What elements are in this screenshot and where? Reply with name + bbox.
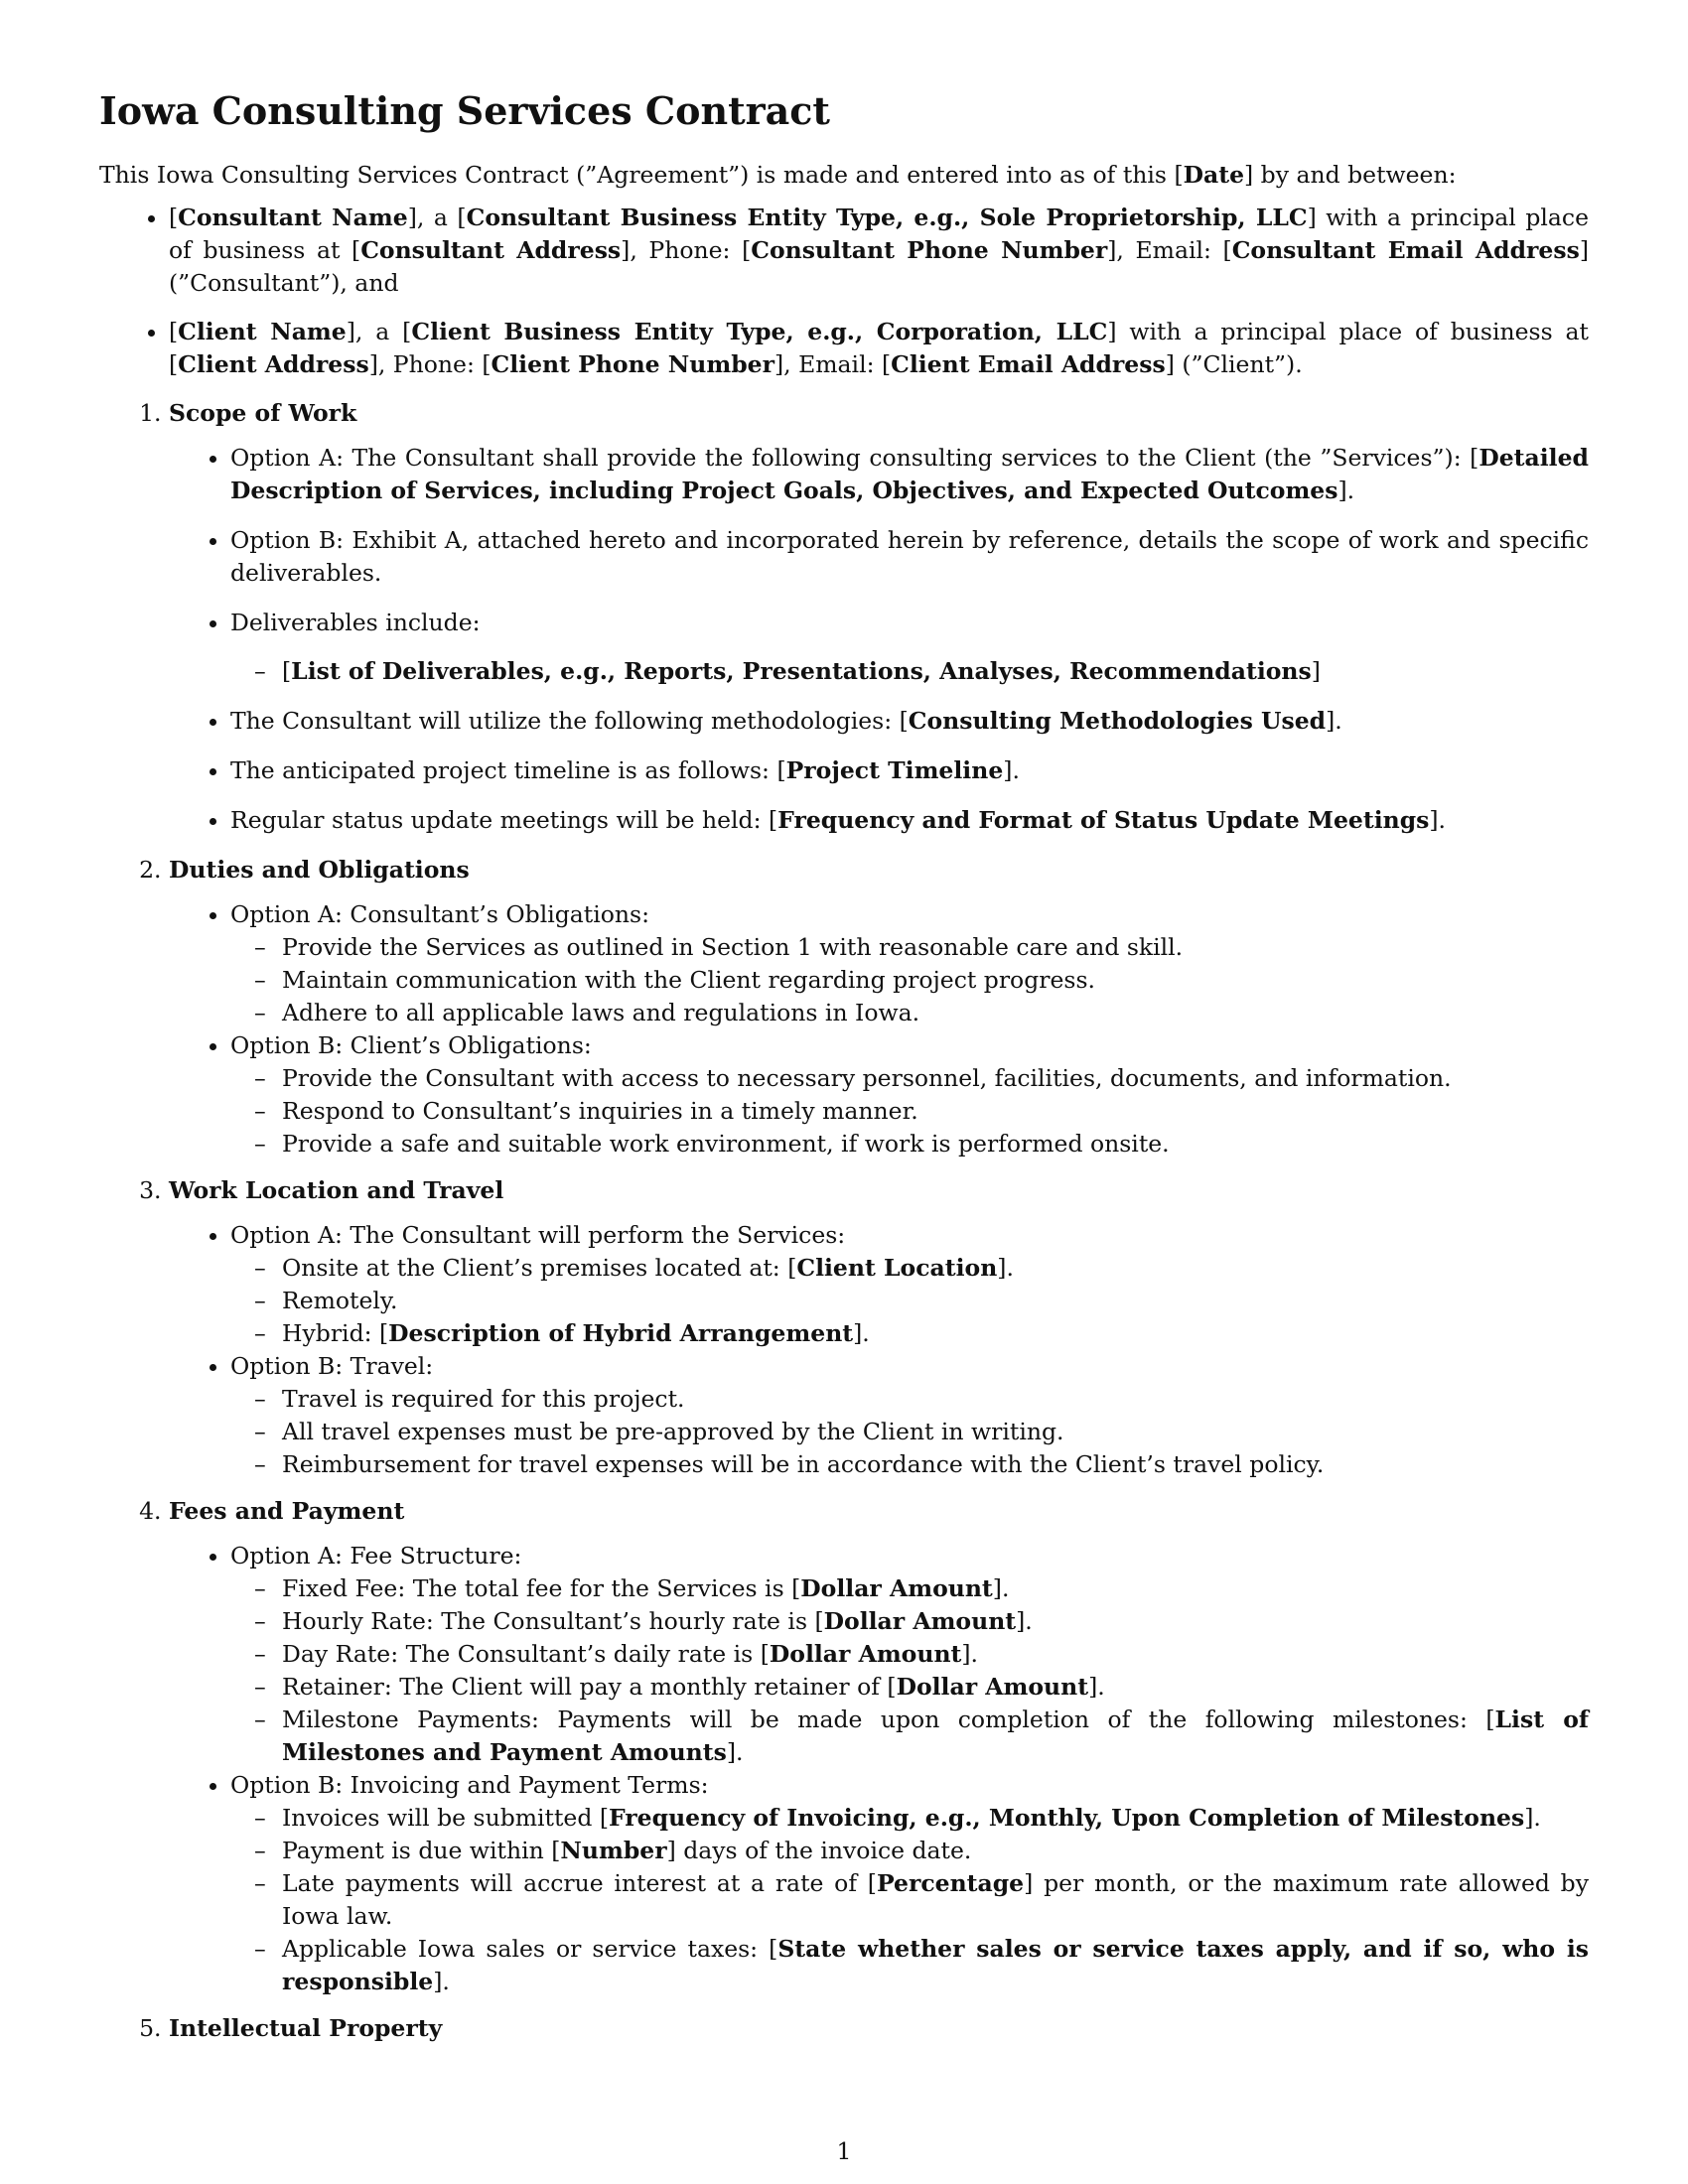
list-item: – Provide the Services as outlined in Section 1 with reasonable care and skill. <box>282 931 1589 964</box>
list-item: – [List of Deliverables, e.g., Reports, Presentations, Analyses, Recommendations] <box>282 655 1589 688</box>
list-item: – Provide the Consultant with access to necessary personnel, facilities, documents, and information. <box>282 1062 1589 1095</box>
list-item: – Retainer: The Client will pay a monthly retainer of [Dollar Amount]. <box>282 1671 1589 1704</box>
list-item: – Invoices will be submitted [Frequency of Invoicing, e.g., Monthly, Upon Completion of Milestones]. <box>282 1802 1589 1835</box>
list-item: – Maintain communication with the Client regarding project progress. <box>282 964 1589 997</box>
list-item: • Option A: Consultant’s Obligations: – Provide the Services as outlined in Section 1 with reasonable care and skill. – Maintain communication with the Client regarding project progress. – Adhere to all applicable laws and regulations in Iowa. <box>230 898 1589 1029</box>
list-item: • Option B: Client’s Obligations: – Provide the Consultant with access to necessary personnel, facilities, documents, and information. – Respond to Consultant’s inquiries in a timely manner. – Provide a safe and suitable work environment, if work is performed onsite. <box>230 1029 1589 1160</box>
section-work-location-travel <box>169 1174 1589 1481</box>
list-item: – Adhere to all applicable laws and regulations in Iowa. <box>282 997 1589 1029</box>
section-heading: Scope of Work <box>169 399 357 427</box>
list-item: • Option A: The Consultant shall provide the following consulting services to the Client (the ”Services”): [Detailed Description of Services, including Project Goals, Objectives, and Expected Outcomes]. <box>230 442 1589 507</box>
list-item: – All travel expenses must be pre-approved by the Client in writing. <box>282 1416 1589 1448</box>
list-item: – Payment is due within [Number] days of the invoice date. <box>282 1835 1589 1867</box>
section-fees-payment <box>169 1495 1589 1998</box>
list-item: • The anticipated project timeline is as follows: [Project Timeline]. <box>230 754 1589 787</box>
list-item: • Deliverables include: – [List of Deliverables, e.g., Reports, Presentations, Analyses, Recommendations] <box>230 607 1589 688</box>
section-scope-of-work <box>169 397 1589 837</box>
list-item: – Remotely. <box>282 1285 1589 1317</box>
section-heading: Fees and Payment <box>169 1497 405 1525</box>
list-item: • Option A: Fee Structure: – Fixed Fee: The total fee for the Services is [Dollar Amount]. – Hourly Rate: The Consultant’s hourly rate is [Dollar Amount]. – Day Rate: The Consultant’s daily rate is [Dollar Amount]. – Retainer: The Client will pay a monthly retainer of [Dollar Amount]. – Milestone Payments: Payments will be made upon completion of the following milestones: [List of Milestones and Payment Amounts]. <box>230 1540 1589 1769</box>
list-item: – Day Rate: The Consultant’s daily rate is [Dollar Amount]. <box>282 1638 1589 1671</box>
list-item: – Provide a safe and suitable work environment, if work is performed onsite. <box>282 1128 1589 1160</box>
date-placeholder: Date <box>1183 161 1245 189</box>
list-item: • Option A: The Consultant will perform the Services: – Onsite at the Client’s premises located at: [Client Location]. – Remotely. – Hybrid: [Description of Hybrid Arrangement]. <box>230 1219 1589 1350</box>
list-item: • Option B: Exhibit A, attached hereto and incorporated herein by reference, details the scope of work and specific deliverables. <box>230 524 1589 590</box>
document-page <box>99 87 1589 2059</box>
list-item: – Reimbursement for travel expenses will be in accordance with the Client’s travel policy. <box>282 1448 1589 1481</box>
list-item: • The Consultant will utilize the following methodologies: [Consulting Methodologies Used]. <box>230 705 1589 738</box>
intro-paragraph: This Iowa Consulting Services Contract (”Agreement”) is made and entered into as of this [Date] by and between: <box>99 161 1457 189</box>
list-item: – Fixed Fee: The total fee for the Services is [Dollar Amount]. <box>282 1572 1589 1605</box>
section-intellectual-property <box>169 2012 1589 2045</box>
party-client: • [Client Name], a [Client Business Entity Type, e.g., Corporation, LLC] with a principal place of business at [Client Address], Phone: [Client Phone Number], Email: [Client Email Address] (”Client”). <box>169 316 1589 381</box>
section-heading: Duties and Obligations <box>169 856 470 884</box>
list-item: – Respond to Consultant’s inquiries in a timely manner. <box>282 1095 1589 1128</box>
section-duties-obligations <box>169 854 1589 1160</box>
list-item: – Onsite at the Client’s premises located at: [Client Location]. <box>282 1252 1589 1285</box>
list-item: • Option B: Travel: – Travel is required for this project. – All travel expenses must be pre-approved by the Client in writing. – Reimbursement for travel expenses will be in accordance with the Client’s travel policy. <box>230 1350 1589 1481</box>
list-item: – Milestone Payments: Payments will be made upon completion of the following milestones: [List of Milestones and Payment Amounts]. <box>282 1704 1589 1769</box>
document-title: Iowa Consulting Services Contract <box>99 88 830 133</box>
list-item: – Hybrid: [Description of Hybrid Arrangement]. <box>282 1317 1589 1350</box>
list-item: – Late payments will accrue interest at a rate of [Percentage] per month, or the maximum rate allowed by Iowa law. <box>282 1867 1589 1933</box>
list-item: • Option B: Invoicing and Payment Terms: – Invoices will be submitted [Frequency of Invoicing, e.g., Monthly, Upon Completion of Milestones]. – Payment is due within [Number] days of the invoice date. – Late payments will accrue interest at a rate of [Percentage] per month, or the maximum rate allowed by Iowa law. – Applicable Iowa sales or service taxes: [State whether sales or service taxes apply, and if so, who is responsible]. <box>230 1769 1589 1998</box>
sections-list <box>99 397 1589 2045</box>
list-item: – Hourly Rate: The Consultant’s hourly rate is [Dollar Amount]. <box>282 1605 1589 1638</box>
list-item: • Regular status update meetings will be held: [Frequency and Format of Status Update Meetings]. <box>230 804 1589 837</box>
list-item: – Applicable Iowa sales or service taxes: [State whether sales or service taxes apply, and if so, who is responsible]. <box>282 1933 1589 1998</box>
section-heading: Intellectual Property <box>169 2014 443 2042</box>
section-heading: Work Location and Travel <box>169 1176 504 1204</box>
list-item: – Travel is required for this project. <box>282 1383 1589 1416</box>
page-number: 1 <box>836 2137 852 2165</box>
party-consultant: • [Consultant Name], a [Consultant Business Entity Type, e.g., Sole Proprietorship, LLC] with a principal place of business at [Consultant Address], Phone: [Consultant Phone Number], Email: [Consultant Email Address] (”Consultant”), and <box>169 202 1589 300</box>
parties-list <box>99 202 1589 381</box>
